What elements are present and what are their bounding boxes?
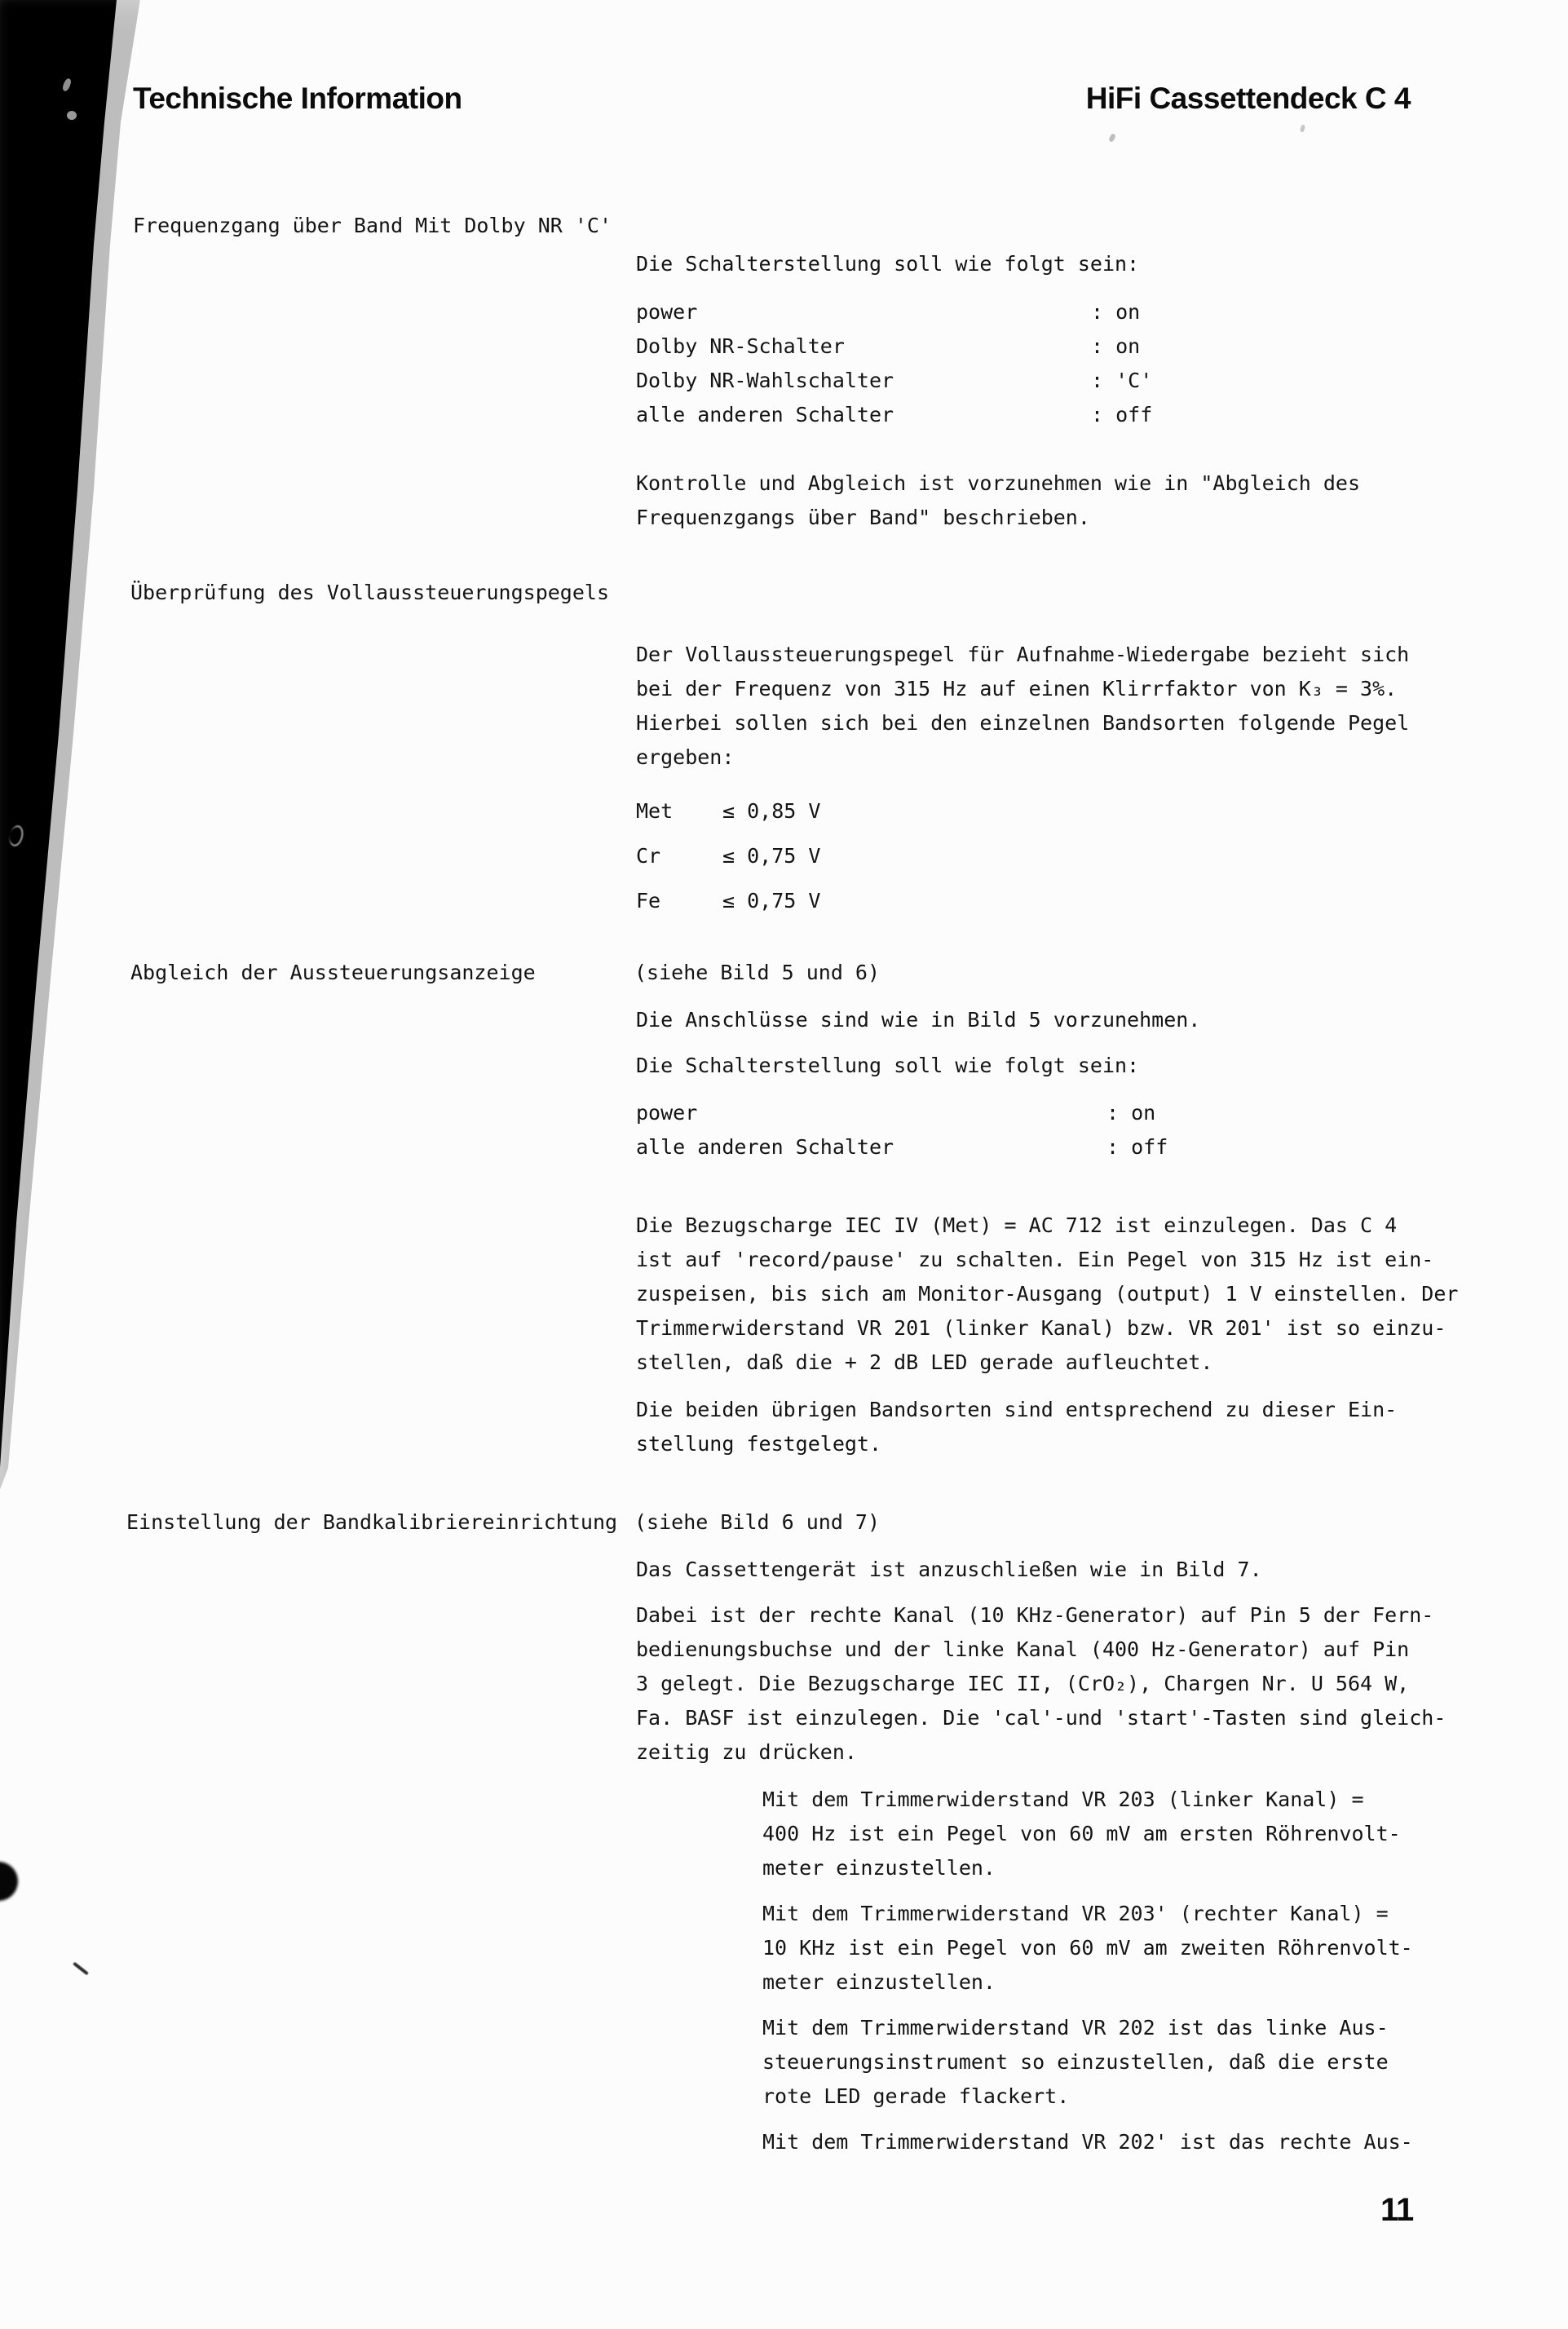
- body-line: stellen, daß die + 2 dB LED gerade aufleuchtet.: [636, 1350, 1213, 1374]
- switch-label: alle anderen Schalter: [636, 403, 894, 426]
- body-line: Trimmerwiderstand VR 201 (linker Kanal) bzw. VR 201' ist so einzu-: [636, 1316, 1447, 1340]
- body-line: Frequenzgangs über Band" beschrieben.: [636, 506, 1090, 529]
- switch-value: : 'C': [1091, 369, 1153, 392]
- switch-label: Dolby NR-Wahlschalter: [636, 369, 894, 392]
- body-line: Das Cassettengerät ist anzuschließen wie in Bild 7.: [636, 1558, 1262, 1581]
- step-line: Mit dem Trimmerwiderstand VR 203' (rechter Kanal) =: [762, 1902, 1389, 1925]
- body-line: Fa. BASF ist einzulegen. Die 'cal'-und 'start'-Tasten sind gleich-: [636, 1706, 1447, 1730]
- body-line: zuspeisen, bis sich am Monitor-Ausgang (output) 1 V einstellen. Der: [636, 1282, 1459, 1306]
- level-value: ≤ 0,75 V: [722, 844, 821, 868]
- scan-artifact-slash: [73, 1962, 89, 1976]
- step-line: Mit dem Trimmerwiderstand VR 202' ist das rechte Aus-: [762, 2130, 1413, 2154]
- body-line: Die Anschlüsse sind wie in Bild 5 vorzunehmen.: [636, 1008, 1201, 1032]
- switch-value: : on: [1106, 1101, 1156, 1125]
- step-line: rote LED gerade flackert.: [762, 2084, 1070, 2108]
- switch-label: Dolby NR-Schalter: [636, 334, 845, 358]
- switch-intro-line: Die Schalterstellung soll wie folgt sein:: [636, 1054, 1140, 1077]
- section-heading-vollaussteuerung: Überprüfung des Vollaussteuerungspegels: [130, 581, 609, 604]
- body-line: bei der Frequenz von 315 Hz auf einen Klirrfaktor von K₃ = 3%.: [636, 677, 1398, 700]
- scan-artifact-blob: [0, 1862, 18, 1901]
- switch-row: [636, 334, 1140, 359]
- document-title: Technische Information: [133, 82, 462, 115]
- body-line: bedienungsbuchse und der linke Kanal (400 Hz-Generator) auf Pin: [636, 1637, 1410, 1661]
- switch-intro-line: Die Schalterstellung soll wie folgt sein:: [636, 252, 1140, 276]
- step-line: steuerungsinstrument so einzustellen, daß die erste: [762, 2050, 1389, 2074]
- switch-row: [636, 300, 1140, 325]
- step-line: 10 KHz ist ein Pegel von 60 mV am zweiten Röhrenvolt-: [762, 1936, 1413, 1960]
- level-value: ≤ 0,85 V: [722, 799, 821, 823]
- tape-type-label: Met: [636, 799, 674, 823]
- step-line: Mit dem Trimmerwiderstand VR 202 ist das linke Aus-: [762, 2016, 1389, 2040]
- switch-label: power: [636, 1101, 698, 1125]
- level-row: [636, 844, 820, 868]
- switch-value: : off: [1091, 403, 1153, 426]
- body-line: ergeben:: [636, 745, 735, 769]
- switch-row: [636, 1135, 1168, 1160]
- section-heading-bandkalibrierung: Einstellung der Bandkalibriereinrichtung: [126, 1510, 618, 1534]
- figure-reference: (siehe Bild 6 und 7): [634, 1510, 881, 1534]
- switch-label: power: [636, 300, 698, 324]
- switch-value: : off: [1106, 1135, 1168, 1159]
- body-line: 3 gelegt. Die Bezugscharge IEC II, (CrO₂), Chargen Nr. U 564 W,: [636, 1672, 1410, 1695]
- level-row: [636, 799, 820, 824]
- switch-label: alle anderen Schalter: [636, 1135, 894, 1159]
- level-row: [636, 889, 820, 913]
- product-title: HiFi Cassettendeck C 4: [1085, 82, 1411, 115]
- switch-row: [636, 1101, 1155, 1125]
- section-heading-aussteuerungsanzeige: Abgleich der Aussteuerungsanzeige: [130, 961, 536, 984]
- switch-value: : on: [1091, 334, 1141, 358]
- body-line: Der Vollaussteuerungspegel für Aufnahme-Wiedergabe bezieht sich: [636, 643, 1410, 666]
- switch-row: [636, 403, 1152, 427]
- step-line: 400 Hz ist ein Pegel von 60 mV am ersten Röhrenvolt-: [762, 1822, 1401, 1845]
- step-line: meter einzustellen.: [762, 1856, 996, 1880]
- body-line: Kontrolle und Abgleich ist vorzunehmen wie in "Abgleich des: [636, 471, 1361, 495]
- step-line: meter einzustellen.: [762, 1970, 996, 1994]
- body-line: ist auf 'record/pause' zu schalten. Ein Pegel von 315 Hz ist ein-: [636, 1248, 1434, 1271]
- switch-row: [636, 369, 1152, 393]
- body-line: stellung festgelegt.: [636, 1432, 882, 1456]
- step-line: Mit dem Trimmerwiderstand VR 203 (linker Kanal) =: [762, 1788, 1364, 1811]
- page-number: 11: [1380, 2192, 1414, 2228]
- tape-type-label: Fe: [636, 889, 661, 913]
- level-value: ≤ 0,75 V: [722, 889, 821, 913]
- section-heading-frequenzgang: Frequenzgang über Band Mit Dolby NR 'C': [133, 214, 612, 237]
- tape-type-label: Cr: [636, 844, 661, 868]
- body-line: Dabei ist der rechte Kanal (10 KHz-Generator) auf Pin 5 der Fern-: [636, 1603, 1434, 1627]
- figure-reference: (siehe Bild 5 und 6): [634, 961, 881, 984]
- body-line: Hierbei sollen sich bei den einzelnen Bandsorten folgende Pegel: [636, 711, 1410, 735]
- scan-artifact-speck: [1108, 133, 1116, 143]
- switch-value: : on: [1091, 300, 1141, 324]
- body-line: Die beiden übrigen Bandsorten sind entsprechend zu dieser Ein-: [636, 1398, 1398, 1421]
- scan-artifact-speck: [67, 111, 77, 120]
- scan-artifact-speck: [1300, 125, 1305, 133]
- body-line: Die Bezugscharge IEC IV (Met) = AC 712 ist einzulegen. Das C 4: [636, 1213, 1398, 1237]
- body-line: zeitig zu drücken.: [636, 1740, 857, 1764]
